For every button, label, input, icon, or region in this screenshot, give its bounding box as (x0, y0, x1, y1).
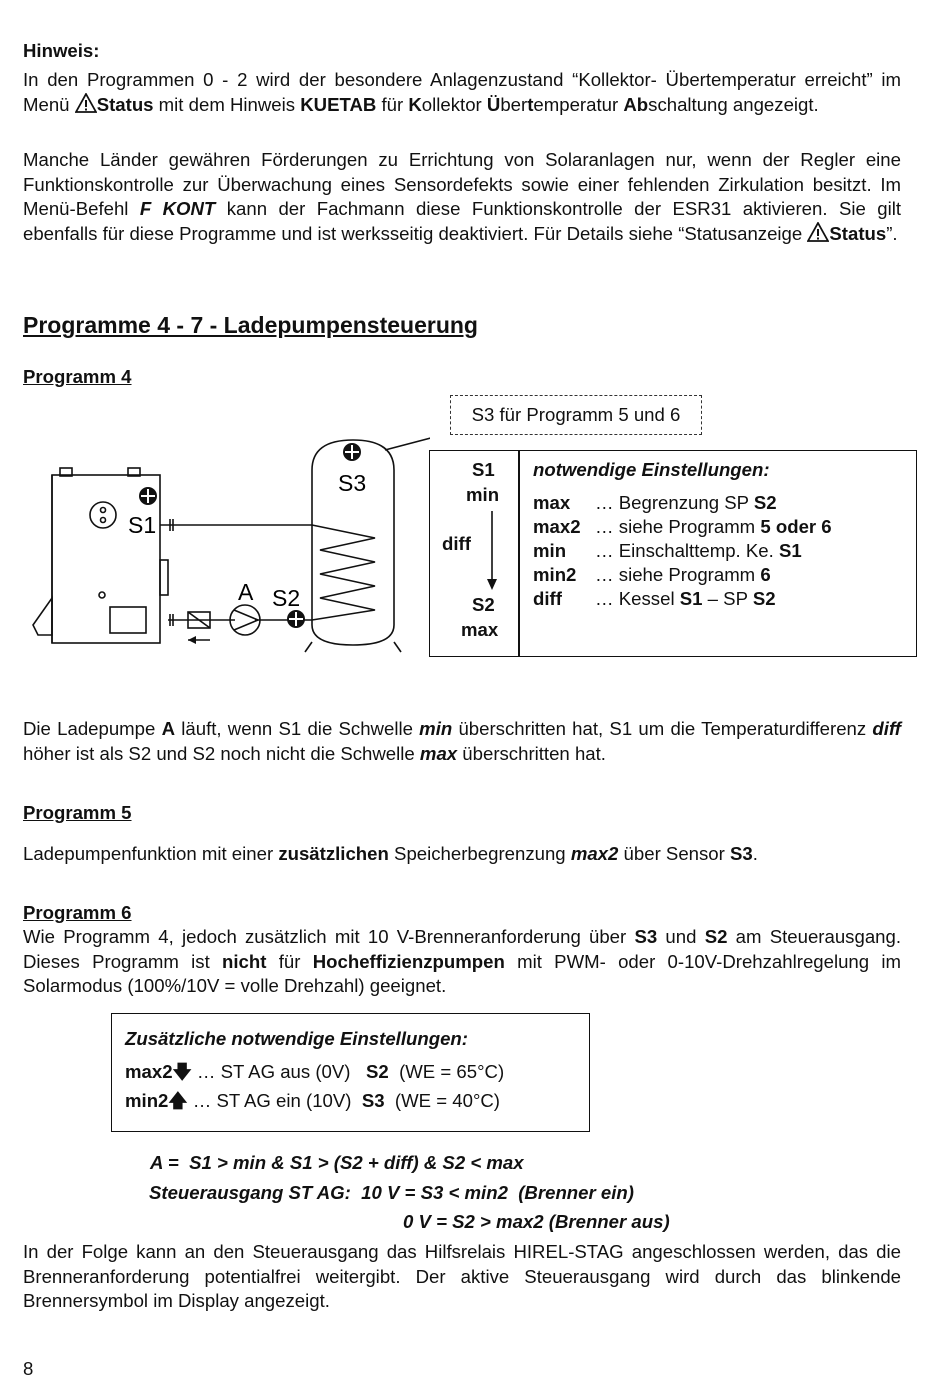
key: min2 (125, 1090, 169, 1111)
formula-output-off: 0 V = S2 > max2 (Brenner aus) (403, 1211, 670, 1232)
text: siehe Programm (618, 516, 761, 537)
setting-row (533, 491, 777, 515)
dots: … (595, 492, 619, 513)
formula-output-on: Steuerausgang ST AG: 10 V = S3 < min2 (Brenner ein) (149, 1182, 634, 1203)
text: In den Programmen 0 - 2 wird der besondere Anlagenzustand “Kollektor- Übertemperatur erreicht” im Menü (23, 69, 901, 115)
text: max (419, 742, 458, 764)
text: mit PWM- oder 0-10V-Drehzahlregelung im Solarmodus (100%/10V = volle Drehzahl) geeignet. (23, 950, 902, 997)
key: max (533, 492, 571, 513)
text: S2 (704, 926, 728, 947)
dots: … (595, 516, 619, 537)
text: Begrenzung SP (618, 492, 754, 513)
text: Speicherbegrenzung (388, 843, 571, 864)
section-title: Programme 4 - 7 - Ladepumpensteuerung (23, 312, 478, 338)
additional-settings-box (111, 1013, 590, 1132)
status-menu-ref: Status (96, 93, 154, 115)
text: Ladepumpenfunktion mit einer (23, 843, 279, 864)
settings-title: notwendige Einstellungen: (533, 459, 770, 480)
text: (WE = 40°C) (384, 1090, 500, 1111)
key: max2 (125, 1061, 173, 1082)
text: max2 (570, 843, 619, 864)
callout-s3: S3 für Programm 5 und 6 (450, 395, 702, 435)
programm-6-title: Programm 6 (23, 902, 132, 923)
text: S1 (778, 540, 802, 561)
dots: … (595, 540, 619, 561)
text: über Sensor (618, 843, 731, 864)
text: ollektor (421, 93, 487, 115)
text: S2 (753, 492, 777, 513)
text: für (266, 950, 313, 972)
text: A (161, 718, 176, 739)
text: Einschalttemp. Ke. (618, 540, 779, 561)
label-s1: S1 (128, 512, 157, 538)
setting-row (533, 563, 771, 587)
text: … ST AG aus (0V) (191, 1061, 366, 1082)
arrow-down-icon: 🡇 (172, 1061, 192, 1082)
key: diff (533, 588, 562, 609)
text: siehe Programm (618, 564, 761, 585)
key: min2 (533, 564, 577, 585)
text: für (376, 93, 409, 115)
axis-s1: S1 (472, 459, 495, 480)
programm-5-description (23, 842, 901, 867)
text: überschritten hat, S1 um die Temperaturdifferenz (452, 718, 873, 739)
text: 6 (760, 564, 771, 585)
text: schaltung angezeigt. (648, 93, 819, 115)
hinweis-paragraph-2 (23, 148, 901, 246)
axis-diff: diff (442, 533, 471, 554)
key: max2 (533, 516, 581, 537)
additional-settings-title: Zusätzliche notwendige Einstellungen: (125, 1028, 468, 1049)
setting-row (533, 515, 832, 539)
text: S2 (365, 1061, 389, 1082)
text: zusätzlichen (278, 843, 389, 864)
label-a: A (238, 579, 254, 605)
fkont-command: F KONT (139, 198, 216, 220)
text: S3 (634, 926, 658, 947)
text: am Steuerausgang. Dieses Programm ist (23, 926, 902, 972)
text: und (657, 926, 705, 947)
programm-4-description (23, 717, 901, 766)
setting-row-min2 (125, 1087, 500, 1119)
key: min (533, 540, 567, 561)
label-s2: S2 (272, 585, 301, 611)
text: S1 (679, 588, 703, 609)
text: (WE = 65°C) (388, 1061, 505, 1082)
final-paragraph: In der Folge kann an den Steuerausgang das Hilfsrelais HIREL-STAG angeschlossen werden, das die Brenneranforderung potentialfrei weitergibt. Der aktive Steuerausgang wird durch das blinkende Brennersymbol im Display angezeigt. (23, 1241, 901, 1312)
setting-row (533, 587, 776, 611)
text: Die Ladepumpe (23, 718, 162, 739)
axis-min: min (466, 484, 500, 505)
programm-6-description (23, 925, 901, 999)
formula-pump: A = S1 > min & S1 > (S2 + diff) & S2 < max (150, 1152, 524, 1173)
warning-icon (75, 93, 97, 113)
text: S3 (730, 843, 753, 864)
arrow-up-icon: 🡅 (168, 1090, 188, 1111)
system-diagram (30, 430, 430, 665)
axis-s2: S2 (472, 594, 495, 615)
kuetab-code: KUETAB (300, 93, 377, 115)
setting-row-max2 (125, 1058, 504, 1090)
text: Hocheffizienzpumpen (312, 950, 505, 972)
text: ”. (886, 222, 898, 244)
down-arrow-icon (485, 511, 499, 591)
text: 5 oder 6 (760, 516, 832, 537)
warning-icon (807, 222, 829, 242)
divider (518, 451, 520, 656)
dots: … (595, 588, 619, 609)
status-menu-ref: Status (829, 222, 887, 244)
text: … ST AG ein (10V) (187, 1090, 362, 1111)
text: mit dem Hinweis (153, 93, 301, 115)
text: nicht (222, 950, 267, 972)
text: emperatur (533, 93, 624, 115)
text: kann der Fachmann diese Funktionskontrolle der ESR31 aktivieren. Sie gilt ebenfalls für diese Programme und ist werksseitig deaktiviert. Für Details siehe “Statusanzeige (23, 198, 902, 244)
setting-row (533, 539, 802, 563)
text: – SP (702, 588, 753, 609)
text: S3 (361, 1090, 385, 1111)
hinweis-paragraph-1 (23, 68, 901, 117)
text: K (408, 93, 422, 115)
text: Manche Länder gewähren Förderungen zu Errichtung von Solaranlagen nur, wenn der Regler eine Funktionskontrolle zur Überwachung eines Sensordefekts sowie einer fehlenden Zirkulation besitzt. Im Menü-Befehl (23, 149, 901, 220)
text: t (527, 93, 534, 115)
text: läuft, wenn S1 die Schwelle (175, 718, 420, 739)
programm-5-title: Programm 5 (23, 802, 132, 823)
text: Ü (486, 93, 501, 115)
hinweis-title: Hinweis: (23, 40, 100, 61)
axis-max: max (461, 619, 499, 640)
text: Ab (623, 93, 649, 115)
settings-table (429, 450, 917, 657)
label-s3: S3 (338, 470, 367, 496)
text: überschritten hat. (457, 742, 606, 764)
text: diff (872, 718, 901, 739)
programm-4-title: Programm 4 (23, 366, 132, 387)
text: ber (500, 93, 528, 115)
page-number: 8 (23, 1358, 34, 1379)
text: S2 (752, 588, 776, 609)
text: Wie Programm 4, jedoch zusätzlich mit 10 V-Brenneranforderung über (23, 926, 635, 947)
text: Kessel (618, 588, 680, 609)
dots: … (595, 564, 619, 585)
text: min (419, 718, 453, 739)
text: höher ist als S2 und S2 noch nicht die Schwelle (23, 742, 420, 764)
text: . (752, 843, 758, 864)
